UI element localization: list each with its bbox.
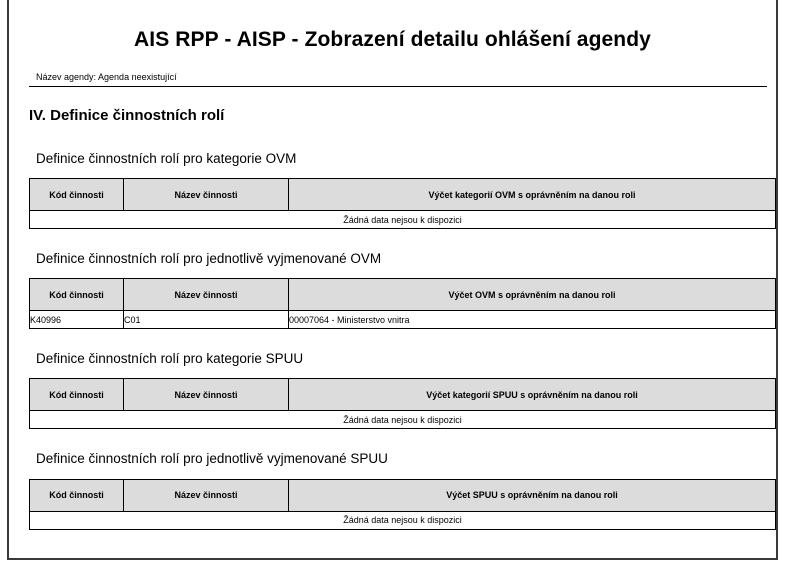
column-header-list: Výčet kategorií OVM s oprávněním na danou roli (289, 179, 776, 211)
column-header-code: Kód činnosti (30, 279, 124, 311)
cell-name: C01 (124, 311, 289, 329)
table-row (30, 311, 776, 329)
table-row (30, 211, 776, 229)
column-header-code: Kód činnosti (30, 479, 124, 511)
empty-state-message: Žádná data nejsou k dispozici (30, 211, 776, 229)
column-header-name: Název činnosti (124, 279, 289, 311)
cell-list: 00007064 - Ministerstvo vnitra (289, 311, 776, 329)
roles-table-vyjmenovane-spuu (29, 479, 776, 530)
roles-table-vyjmenovane-ovm (29, 278, 776, 329)
subsection-heading: Definice činnostních rolí pro kategorie SPUU (36, 351, 304, 367)
column-header-list: Výčet kategorií SPUU s oprávněním na danou roli (289, 379, 776, 411)
table-row (30, 511, 776, 529)
empty-state-message: Žádná data nejsou k dispozici (30, 411, 776, 429)
page-content (9, 0, 776, 558)
table-header-row (30, 379, 776, 411)
subsection-heading: Definice činnostních rolí pro jednotlivě vyjmenované OVM (36, 251, 382, 267)
column-header-name: Název činnosti (124, 179, 289, 211)
column-header-code: Kód činnosti (30, 379, 124, 411)
column-header-name: Název činnosti (124, 379, 289, 411)
subsection-heading: Definice činnostních rolí pro kategorie OVM (36, 150, 297, 166)
subsection-heading: Definice činnostních rolí pro jednotlivě vyjmenované SPUU (36, 451, 388, 467)
table-header-row (30, 279, 776, 311)
column-header-list: Výčet OVM s oprávněním na danou roli (289, 279, 776, 311)
column-header-name: Název činnosti (124, 479, 289, 511)
agenda-name-label: Název agendy: Agenda neexistující (36, 72, 177, 83)
document-page (7, 0, 778, 560)
section-vyjmenovane-spuu (18, 429, 767, 529)
table-header-row (30, 479, 776, 511)
column-header-list: Výčet SPUU s oprávněním na danou roli (289, 479, 776, 511)
section-heading: IV. Definice činnostních rolí (29, 106, 225, 124)
page-title: AIS RPP - AISP - Zobrazení detailu ohlášení agendy (134, 28, 651, 51)
table-header-row (30, 179, 776, 211)
section-kategorie-spuu (18, 329, 767, 429)
section-vyjmenovane-ovm (18, 229, 767, 329)
roles-table-kategorie-spuu (29, 378, 776, 429)
section-kategorie-ovm (18, 125, 767, 229)
empty-state-message: Žádná data nejsou k dispozici (30, 511, 776, 529)
table-row (30, 411, 776, 429)
column-header-code: Kód činnosti (30, 179, 124, 211)
cell-code: K40996 (30, 311, 124, 329)
roles-table-kategorie-ovm (29, 178, 776, 229)
